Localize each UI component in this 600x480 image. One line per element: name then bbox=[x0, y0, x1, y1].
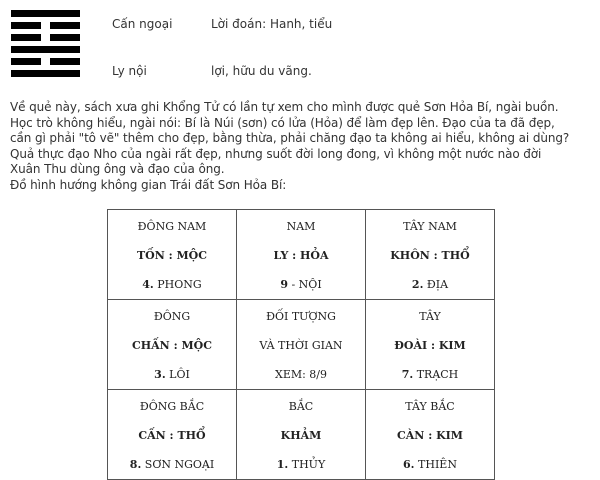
grid-cell-center bbox=[237, 300, 366, 390]
cell-direction: ĐÔNG bbox=[153, 310, 191, 323]
cell-number-line bbox=[108, 360, 236, 389]
cell-element: KHẢM bbox=[280, 429, 322, 442]
upper-trigram-label: Cấn ngoại bbox=[112, 17, 173, 31]
grid-cell-east bbox=[108, 300, 237, 390]
cell-direction: TÂY bbox=[419, 310, 441, 323]
grid-row bbox=[108, 210, 495, 300]
cell-number: 4. bbox=[142, 278, 154, 291]
cell-number-line bbox=[108, 270, 236, 299]
cell-number-line bbox=[237, 270, 365, 299]
commentary-line: Về quẻ này, sách xưa ghi Khổng Tử có lần tự xem cho mình được quẻ Sơn Hỏa Bí, ngài buồn. bbox=[10, 100, 559, 114]
cell-element: KHÔN : THỔ bbox=[390, 249, 470, 262]
cell-number: 3. bbox=[154, 368, 166, 381]
commentary-line: Quả thực đạo Nho của ngài rất đẹp, nhưng suốt đời long đong, vì không một nước nào đời bbox=[10, 146, 542, 161]
cell-number-line bbox=[108, 450, 236, 479]
grid-cell-west bbox=[366, 300, 495, 390]
grid-caption: Đồ hình hướng không gian Trái đất Sơn Hỏa Bí: bbox=[10, 177, 287, 192]
hexagram-line-broken bbox=[11, 22, 80, 29]
cell-number-line bbox=[366, 270, 494, 299]
cell-element: CẤN : THỔ bbox=[138, 429, 206, 442]
cell-direction: ĐỐI TƯỢNG bbox=[266, 310, 336, 323]
grid-cell-southwest bbox=[366, 210, 495, 300]
cell-element: TỐN : MỘC bbox=[136, 249, 208, 262]
cell-number-line bbox=[366, 360, 494, 389]
cell-direction: BẮC bbox=[288, 400, 314, 413]
cell-number: 1. bbox=[276, 458, 289, 471]
hexagram-icon bbox=[11, 10, 80, 82]
cell-number-line bbox=[237, 360, 365, 389]
cell-number: 9 bbox=[280, 278, 288, 291]
cell-name: TRẠCH bbox=[416, 368, 459, 381]
grid-cell-north bbox=[237, 390, 366, 480]
cell-element: LY : HỎA bbox=[273, 249, 329, 262]
commentary-paragraph bbox=[10, 100, 595, 193]
cell-name: PHONG bbox=[157, 278, 202, 291]
grid-cell-south bbox=[237, 210, 366, 300]
cell-direction: ĐÔNG BẮC bbox=[139, 400, 205, 413]
oracle-text-line2: lợi, hữu du vãng. bbox=[211, 64, 312, 78]
cell-direction: TÂY NAM bbox=[403, 220, 457, 233]
cell-element: CHẤN : MỘC bbox=[132, 339, 212, 352]
cell-number-line bbox=[237, 450, 365, 479]
hexagram-line-broken bbox=[11, 34, 80, 41]
cell-direction: TÂY BẮC bbox=[405, 400, 455, 413]
cell-direction: ĐÔNG NAM bbox=[137, 220, 207, 233]
direction-grid bbox=[107, 209, 495, 480]
cell-number: 2. bbox=[411, 278, 424, 291]
cell-direction: NAM bbox=[286, 220, 316, 233]
grid-cell-northeast bbox=[108, 390, 237, 480]
cell-number: 6. bbox=[403, 458, 415, 471]
hexagram-line-solid bbox=[11, 70, 80, 77]
cell-name: - NỘI bbox=[291, 278, 322, 291]
cell-name: ĐỊA bbox=[426, 278, 449, 291]
cell-number-line bbox=[366, 450, 494, 479]
commentary-line: Học trò không hiểu, ngài nói: Bí là Núi (sơn) có lửa (Hỏa) để làm đẹp lên. Đạo của ta đã đẹp, bbox=[10, 115, 555, 130]
cell-name: SƠN NGOẠI bbox=[144, 458, 215, 471]
lower-trigram-label: Ly nội bbox=[112, 64, 147, 78]
cell-name: LÔI bbox=[169, 368, 190, 381]
cell-number: 7. bbox=[401, 368, 414, 381]
cell-name: THỦY bbox=[291, 458, 326, 471]
grid-row bbox=[108, 300, 495, 390]
grid-cell-northwest bbox=[366, 390, 495, 480]
cell-element: VÀ THỜI GIAN bbox=[259, 339, 343, 352]
oracle-text-line1: Lời đoán: Hanh, tiểu bbox=[211, 17, 333, 31]
cell-element: CÀN : KIM bbox=[397, 429, 463, 442]
commentary-line: Xuân Thu dùng ông và đạo của ông. bbox=[10, 162, 225, 176]
cell-element: ĐOÀI : KIM bbox=[394, 339, 466, 352]
hexagram-line-broken bbox=[11, 58, 80, 65]
hexagram-line-solid bbox=[11, 46, 80, 53]
hexagram-header bbox=[0, 0, 600, 95]
cell-name: THIÊN bbox=[418, 458, 457, 471]
cell-number: 8. bbox=[129, 458, 142, 471]
cell-name: XEM: 8/9 bbox=[274, 368, 328, 381]
commentary-line: cần gì phải "tô vẽ" thêm cho đẹp, bằng thừa, phải chăng đạo ta không ai hiểu, không ai dùng? bbox=[10, 131, 570, 145]
hexagram-line-solid bbox=[11, 10, 80, 17]
grid-row bbox=[108, 390, 495, 480]
grid-cell-southeast bbox=[108, 210, 237, 300]
